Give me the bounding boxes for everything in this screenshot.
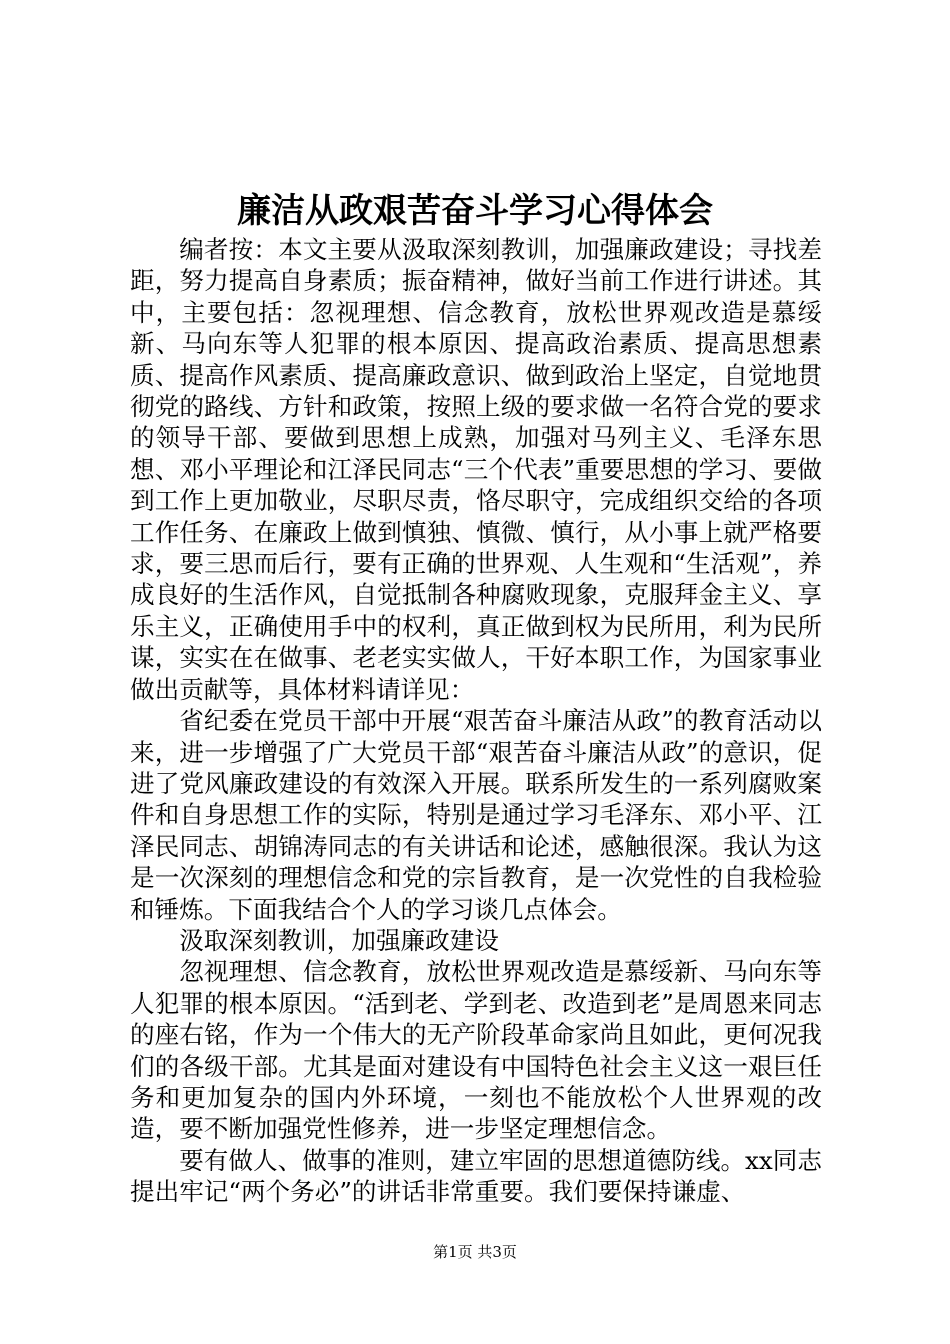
page-footer: 第1页 共3页	[433, 1243, 517, 1261]
body-paragraph: 忽视理想、信念教育，放松世界观改造是慕绥新、马向东等人犯罪的根本原因。“活到老、学到老、改造到老”是周恩来同志的座右铭，作为一个伟大的无产阶段革命家尚且如此，更何况我们的各级干部。尤其是面对建设有中国特色社会主义这一艰巨任务和更加复杂的国内外环境，一刻也不能放松个人世界观的改造，要不断加强党性修养，进一步坚定理想信念。	[130, 957, 822, 1144]
editor-note-paragraph: 编者按：本文主要从汲取深刻教训，加强廉政建设；寻找差距，努力提高自身素质；振奋精神，做好当前工作进行讲述。其中，主要包括：忽视理想、信念教育，放松世界观改造是慕绥新、马向东等人犯罪的根本原因、提高政治素质、提高思想素质、提高作风素质、提高廉政意识、做到政治上坚定，自觉地贯彻党的路线、方针和政策，按照上级的要求做一名符合党的要求的领导干部、要做到思想上成熟，加强对马列主义、毛泽东思想、邓小平理论和江泽民同志“三个代表”重要思想的学习、要做到工作上更加敬业，尽职尽责，恪尽职守，完成组织交给的各项工作任务、在廉政上做到慎独、慎微、慎行，从小事上就严格要求，要三思而后行，要有正确的世界观、人生观和“生活观”，养成良好的生活作风，自觉抵制各种腐败现象，克服拜金主义、享乐主义，正确使用手中的权利，真正做到权为民所用，利为民所谋，实实在在做事、老老实实做人，干好本职工作，为国家事业做出贡献等，具体材料请详见：	[130, 235, 822, 704]
document-title: 廉洁从政艰苦奋斗学习心得体会	[237, 191, 713, 231]
intro-paragraph: 省纪委在党员干部中开展“艰苦奋斗廉洁从政”的教育活动以来，进一步增强了广大党员干部“艰苦奋斗廉洁从政”的意识，促进了党风廉政建设的有效深入开展。联系所发生的一系列腐败案件和自身思想工作的实际，特别是通过学习毛泽东、邓小平、江泽民同志、胡锦涛同志的有关讲话和论述，感触很深。我认为这是一次深刻的理想信念和党的宗旨教育，是一次党性的自我检验和锤炼。下面我结合个人的学习谈几点体会。	[130, 706, 822, 924]
section-heading: 汲取深刻教训，加强廉政建设	[179, 925, 499, 955]
document-body	[130, 234, 822, 1208]
body-paragraph: 要有做人、做事的准则，建立牢固的思想道德防线。xx同志提出牢记“两个务必”的讲话非常重要。我们要保持谦虚、	[130, 1145, 822, 1207]
